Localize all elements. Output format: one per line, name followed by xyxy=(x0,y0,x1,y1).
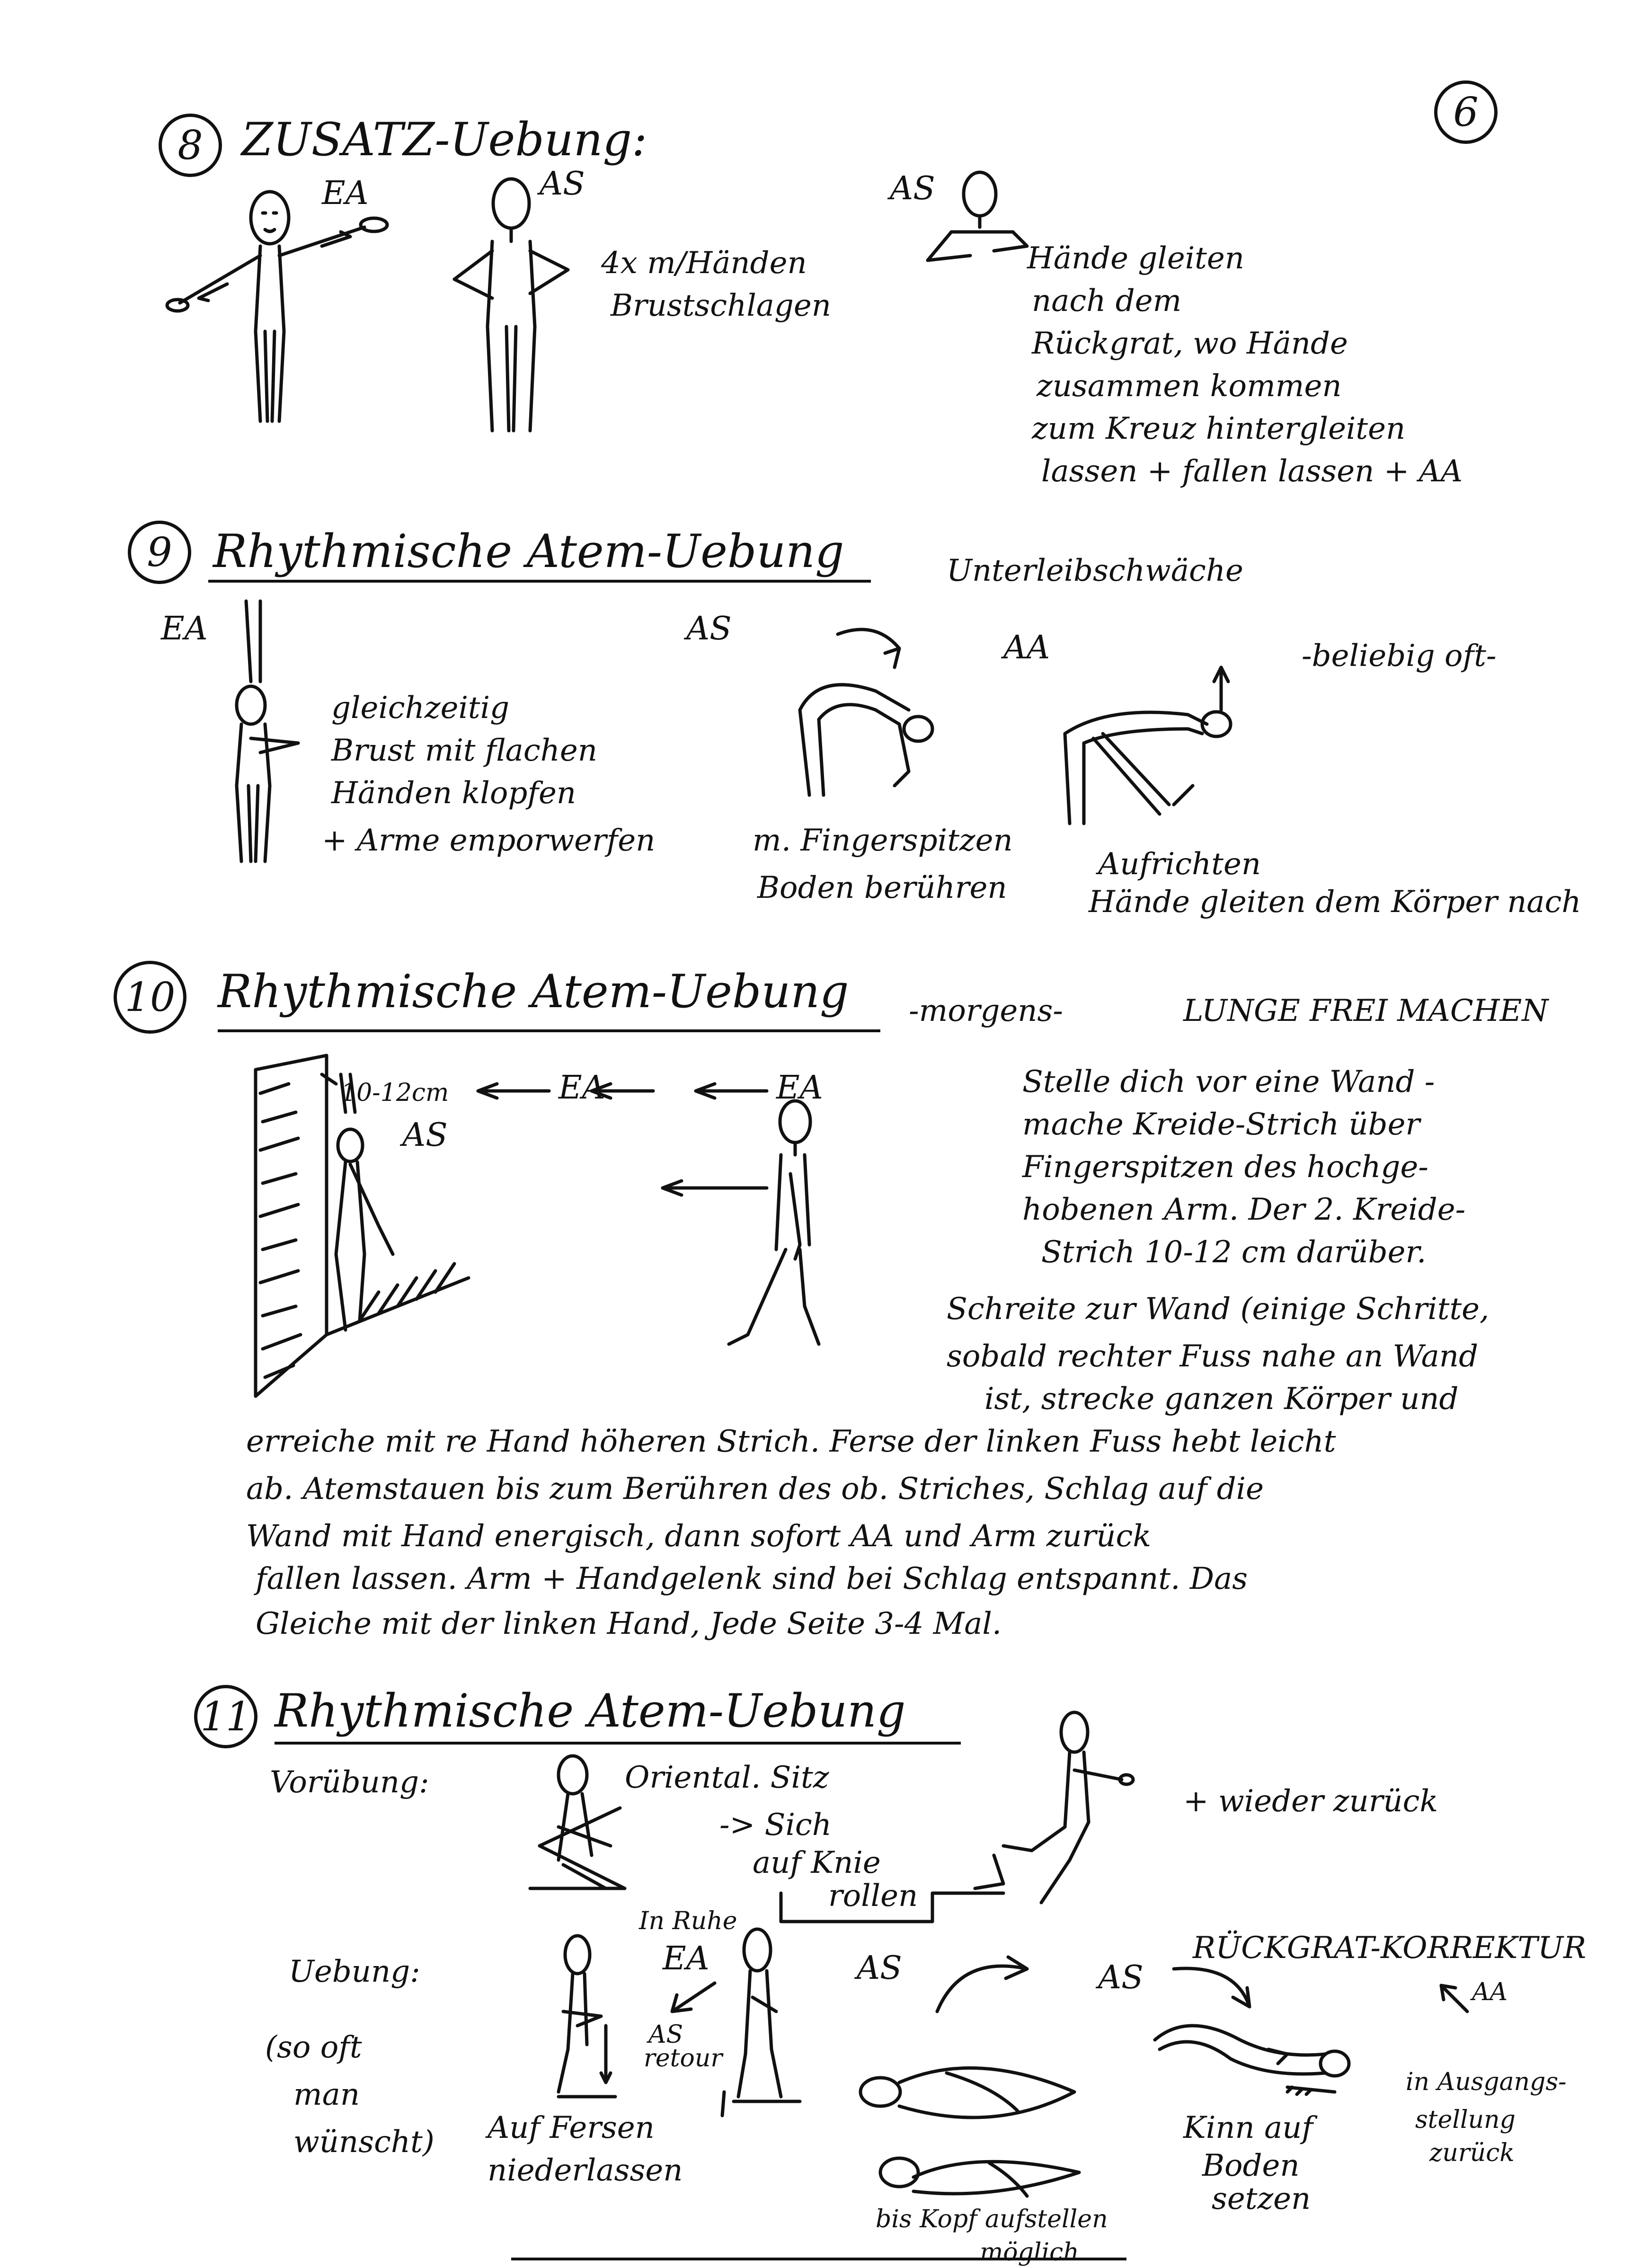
s10-full-text-1: erreiche mit re Hand höheren Strich. Ferse der linken Fuss hebt leicht xyxy=(246,1424,1336,1459)
s11-vor-text: Oriental. Sitz xyxy=(625,1760,829,1795)
s8-text-hands-2: nach dem xyxy=(1032,284,1182,319)
s10-figure-walking xyxy=(719,1089,861,1354)
s11-figure-chin-down xyxy=(1145,2011,1354,2106)
s9-subtitle: Unterleibschwäche xyxy=(947,553,1243,588)
section-9-title: Rhythmische Atem-Uebung xyxy=(213,525,844,578)
s11-figure-kneel-heels xyxy=(530,1931,625,2106)
s9-text-2: Brust mit flachen xyxy=(331,733,597,768)
s11-kinn-2: Boden xyxy=(1202,2148,1300,2183)
s8-figure-arms-out xyxy=(166,189,402,445)
s11-fersen-1: Auf Fersen xyxy=(488,2110,655,2145)
s11-arrow-aa xyxy=(1434,1978,1472,2016)
s11-kinn-3: setzen xyxy=(1212,2181,1311,2216)
section-9-number: 9 xyxy=(128,521,191,584)
s9-figure-standing xyxy=(208,596,331,871)
s8-text-hands-3: Rückgrat, wo Hände xyxy=(1032,326,1348,361)
page-number: 6 xyxy=(1434,80,1498,144)
s10-right-text-8: ist, strecke ganzen Körper und xyxy=(984,1382,1459,1417)
s9-text-rise-2: Hände gleiten dem Körper nach xyxy=(1089,885,1581,920)
s10-right-text-3: Fingerspitzen des hochge- xyxy=(1022,1150,1428,1185)
s10-right-text-5: Strich 10-12 cm darüber. xyxy=(1041,1235,1427,1270)
s10-label-as: AS xyxy=(402,1116,448,1154)
section-10-title: Rhythmische Atem-Uebung xyxy=(218,965,849,1018)
s11-ueb-note-3: wünscht) xyxy=(293,2125,434,2160)
s9-text-fingertips-2: Boden berühren xyxy=(757,870,1007,905)
s10-right-text-7: sobald rechter Fuss nahe an Wand xyxy=(947,1339,1479,1374)
s11-label-aa: AA xyxy=(1472,1978,1508,2006)
s11-ueb-label: Uebung: xyxy=(289,1954,420,1989)
s8-text-hands-6: lassen + fallen lassen + AA xyxy=(1041,454,1463,489)
s11-roll-bracket xyxy=(776,1874,1013,1931)
s11-ausgang-1: in Ausgangs- xyxy=(1406,2068,1567,2096)
s11-roll-2: auf Knie xyxy=(753,1845,881,1880)
s11-ueb-note-1: (so oft xyxy=(265,2030,362,2065)
s11-korrektur: RÜCKGRAT-KORREKTUR xyxy=(1193,1931,1587,1966)
s8-label-as2: AS xyxy=(890,170,935,207)
section-11-title: Rhythmische Atem-Uebung xyxy=(275,1684,906,1737)
s10-right-text-2: mache Kreide-Strich über xyxy=(1022,1107,1420,1142)
s10-label-ea2: EA xyxy=(776,1069,823,1107)
s10-when: -morgens- xyxy=(909,993,1063,1028)
s8-text-hands-4: zusammen kommen xyxy=(1037,369,1342,404)
s9-text-3: Händen klopfen xyxy=(331,776,576,811)
section-11-number: 11 xyxy=(194,1685,257,1748)
s11-arrow-curve-2 xyxy=(1169,1959,1264,2016)
s11-label-as1: AS xyxy=(857,1949,902,1987)
s8-label-as1: AS xyxy=(540,165,585,203)
s11-as-retour-1: AS xyxy=(648,2020,683,2049)
s11-figure-head-up xyxy=(871,2144,1098,2215)
s9-label-as: AS xyxy=(686,610,732,647)
s11-tick-mark xyxy=(715,2087,734,2120)
section-11-underline xyxy=(275,1742,961,1745)
bottom-rule xyxy=(511,2258,1126,2260)
s8-label-ea: EA xyxy=(322,175,369,212)
s9-text-fingertips-1: m. Fingerspitzen xyxy=(753,823,1013,858)
s9-text-rise-1: Aufrichten xyxy=(1098,847,1261,882)
s9-figure-rising xyxy=(1051,663,1264,833)
s10-label-ea1: EA xyxy=(558,1069,605,1107)
s11-ausgang-2: stellung xyxy=(1415,2106,1516,2134)
s8-text-hands-1: Hände gleiten xyxy=(1027,241,1244,276)
section-8-number: 8 xyxy=(159,114,222,177)
s8-figure-hands-glide xyxy=(918,170,1041,284)
s11-vor-label: Vorübung: xyxy=(270,1765,429,1800)
s8-text-hands-5: zum Kreuz hintergleiten xyxy=(1032,411,1406,446)
s11-back: + wieder zurück xyxy=(1183,1784,1438,1819)
section-10-underline xyxy=(218,1029,880,1032)
s9-figure-bent xyxy=(781,615,942,805)
s11-roll-1: -> Sich xyxy=(719,1807,832,1843)
s9-label-ea: EA xyxy=(161,610,208,647)
s11-figure-curved xyxy=(852,2040,1098,2144)
s10-full-text-4: fallen lassen. Arm + Handgelenk sind bei Schlag entspannt. Das xyxy=(256,1561,1248,1596)
s9-text-4: + Arme emporwerfen xyxy=(322,823,656,858)
section-9-underline xyxy=(208,580,871,583)
s10-label-dist: 10-12cm xyxy=(341,1079,449,1107)
s8-figure-chest-beat xyxy=(440,175,592,440)
s11-kopf-2: möglich xyxy=(980,2238,1079,2267)
s11-roll-3: rollen xyxy=(828,1878,918,1914)
s11-as-retour-2: retour xyxy=(644,2044,723,2073)
s8-text-chest-beat-2: Brustschlagen xyxy=(611,288,831,323)
s11-figure-oriental-sit xyxy=(511,1751,644,1903)
s11-ausgang-3: zurück xyxy=(1429,2139,1515,2167)
s9-frequency: -beliebig oft- xyxy=(1302,638,1497,673)
s10-purpose: LUNGE FREI MACHEN xyxy=(1183,993,1549,1028)
s10-right-text-6: Schreite zur Wand (einige Schritte, xyxy=(947,1292,1489,1327)
s10-right-text-4: hobenen Arm. Der 2. Kreide- xyxy=(1022,1192,1466,1227)
s10-figure-wall xyxy=(218,1055,483,1401)
s10-full-text-2: ab. Atemstauen bis zum Berühren des ob. Striches, Schlag auf die xyxy=(246,1471,1264,1506)
s10-right-text-1: Stelle dich vor eine Wand - xyxy=(1022,1064,1435,1099)
s10-full-text-5: Gleiche mit der linken Hand, Jede Seite 3-4 Mal. xyxy=(256,1606,1002,1641)
s10-full-text-3: Wand mit Hand energisch, dann sofort AA und Arm zurück xyxy=(246,1519,1152,1554)
section-10-number: 10 xyxy=(114,961,186,1034)
s11-in-ruhe: In Ruhe xyxy=(639,1907,737,1935)
s8-text-chest-beat-1: 4x m/Händen xyxy=(601,246,807,281)
s11-kinn-1: Kinn auf xyxy=(1183,2110,1313,2145)
s11-label-ea: EA xyxy=(663,1940,709,1977)
s11-arrow-curve-1 xyxy=(928,1945,1041,2016)
s11-fersen-2: niederlassen xyxy=(488,2153,683,2188)
s11-kopf-1: bis Kopf aufstellen xyxy=(876,2205,1108,2233)
s9-label-aa: AA xyxy=(1003,629,1050,666)
s9-text-1: gleichzeitig xyxy=(331,691,510,726)
s11-arrow-as-retour xyxy=(663,1978,719,2021)
s11-label-as2: AS xyxy=(1098,1959,1144,1996)
s11-ueb-note-2: man xyxy=(293,2077,360,2112)
section-8-title: ZUSATZ-Uebung: xyxy=(241,113,647,166)
